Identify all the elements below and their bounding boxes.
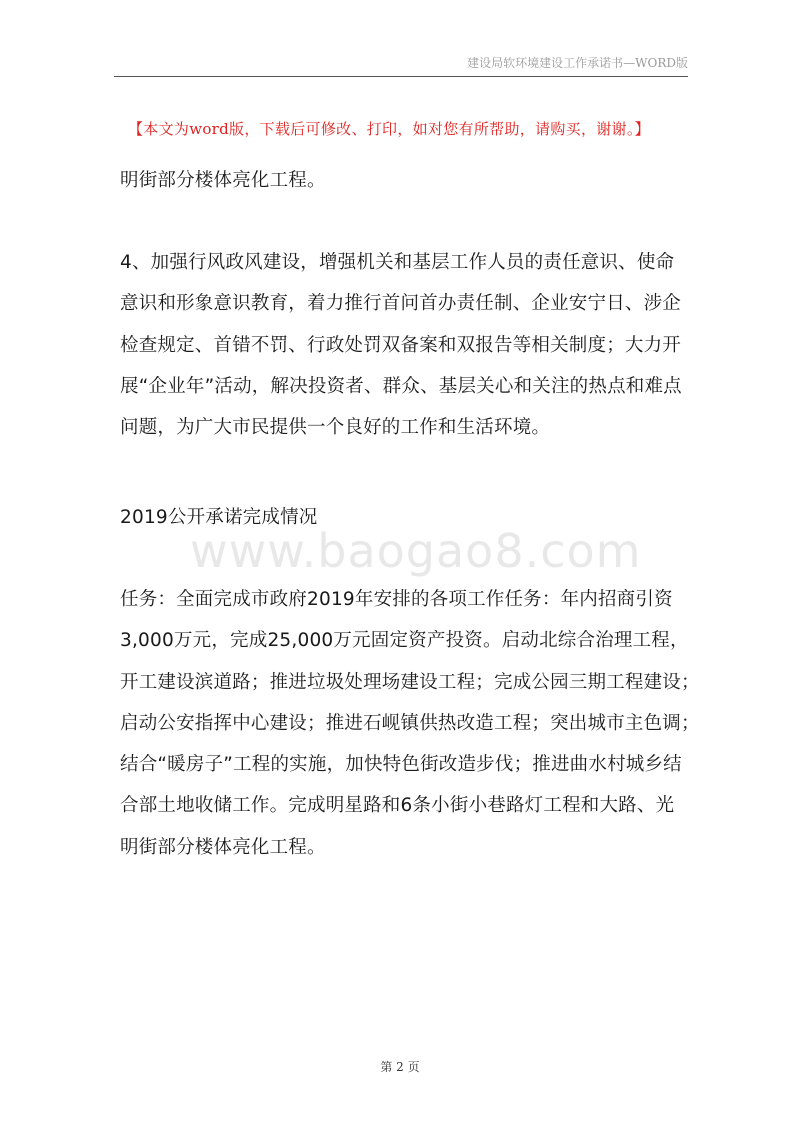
text-line: 结合“暖房子”工程的实施，加快特色街改造步伐；推进曲水村城乡结 (120, 754, 682, 776)
text-line: 展“企业年”活动，解决投资者、群众、基层关心和关注的热点和难点 (120, 375, 682, 397)
text-line: 合部土地收储工作。完成明星路和6条小街小巷路灯工程和大路、光 (120, 795, 675, 817)
paragraph-continuation (120, 160, 688, 201)
header-divider (114, 76, 688, 77)
purchase-notice: 【本文为word版，下载后可修改、打印，如对您有所帮助，请购买，谢谢。】 (128, 120, 650, 138)
text-line: 4、加强行风政风建设，增强机关和基层工作人员的责任意识、使命 (120, 252, 675, 273)
text-line: 明街部分楼体亮化工程。 (120, 836, 326, 858)
page-number: 第 2 页 (380, 1060, 420, 1074)
text-line: 问题，为广大市民提供一个良好的工作和生活环境。 (120, 417, 551, 439)
text-line: 3,000万元，完成25,000万元固定资产投资。启动北综合治理工程， (120, 630, 689, 652)
text-line: 启动公安指挥中心建设；推进石岘镇供热改造工程；突出城市主色调； (120, 712, 700, 734)
text-line: 明街部分楼体亮化工程。 (120, 170, 326, 191)
heading-text: 2019公开承诺完成情况 (120, 507, 318, 528)
text-line: 检查规定、首错不罚、行政处罚双备案和双报告等相关制度；大力开 (120, 334, 682, 356)
watermark: www.baogao8.com (190, 524, 642, 578)
text-line: 开工建设滨道路；推进垃圾处理场建设工程；完成公园三期工程建设； (120, 671, 700, 693)
text-line: 任务：全面完成市政府2019年安排的各项工作任务：年内招商引资 (120, 589, 673, 610)
paragraph-tasks (120, 579, 700, 868)
header-title: 建设局软环境建设工作承诺书—WORD版 (467, 56, 688, 70)
text-line: 意识和形象意识教育，着力推行首问首办责任制、企业安宁日、涉企 (120, 293, 682, 315)
paragraph-item-4 (120, 242, 688, 448)
